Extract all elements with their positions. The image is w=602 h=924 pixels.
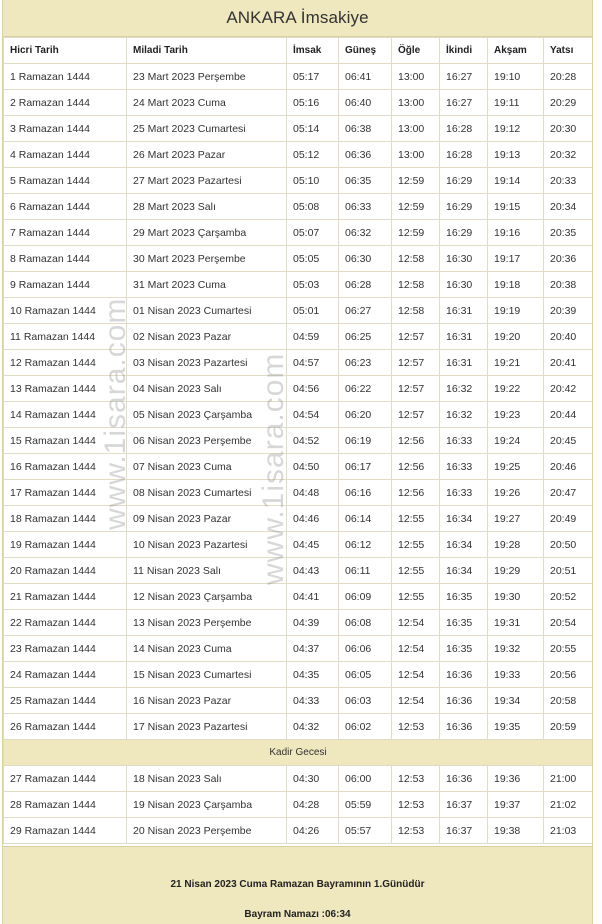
cell-gunes: 06:09 — [339, 584, 392, 610]
cell-miladi-tarih: 02 Nisan 2023 Pazar — [127, 324, 287, 350]
cell-hicri-tarih: 18 Ramazan 1444 — [4, 506, 127, 532]
cell-ogle: 12:55 — [392, 506, 440, 532]
cell-ikindi: 16:34 — [440, 532, 488, 558]
cell-miladi-tarih: 29 Mart 2023 Çarşamba — [127, 220, 287, 246]
cell-gunes: 06:28 — [339, 272, 392, 298]
bayram-footer — [3, 846, 592, 924]
cell-miladi-tarih: 23 Mart 2023 Perşembe — [127, 64, 287, 90]
table-row — [4, 558, 593, 584]
cell-aksam: 19:13 — [488, 142, 544, 168]
cell-aksam: 19:15 — [488, 194, 544, 220]
table-row — [4, 402, 593, 428]
cell-ikindi: 16:36 — [440, 662, 488, 688]
header-miladi-tarih: Miladi Tarih — [127, 38, 287, 64]
cell-ogle: 12:59 — [392, 194, 440, 220]
cell-miladi-tarih: 27 Mart 2023 Pazartesi — [127, 168, 287, 194]
table-row — [4, 194, 593, 220]
cell-ogle: 12:55 — [392, 584, 440, 610]
cell-imsak: 05:10 — [287, 168, 339, 194]
cell-ogle: 12:54 — [392, 688, 440, 714]
kadir-gecesi-row — [4, 740, 593, 766]
table-row — [4, 116, 593, 142]
header-hicri-tarih: Hicri Tarih — [4, 38, 127, 64]
bayram-info: 21 Nisan 2023 Cuma Ramazan Bayramının 1.Günüdür — [170, 879, 425, 890]
cell-yatsi: 20:36 — [544, 246, 593, 272]
cell-imsak: 04:59 — [287, 324, 339, 350]
cell-ikindi: 16:34 — [440, 558, 488, 584]
cell-gunes: 06:14 — [339, 506, 392, 532]
cell-miladi-tarih: 25 Mart 2023 Cumartesi — [127, 116, 287, 142]
cell-hicri-tarih: 20 Ramazan 1444 — [4, 558, 127, 584]
cell-hicri-tarih: 22 Ramazan 1444 — [4, 610, 127, 636]
cell-yatsi: 20:34 — [544, 194, 593, 220]
cell-aksam: 19:20 — [488, 324, 544, 350]
table-body-before — [4, 64, 593, 740]
table-header-row — [4, 38, 593, 64]
cell-hicri-tarih: 2 Ramazan 1444 — [4, 90, 127, 116]
cell-ogle: 12:55 — [392, 558, 440, 584]
cell-imsak: 04:28 — [287, 792, 339, 818]
cell-hicri-tarih: 25 Ramazan 1444 — [4, 688, 127, 714]
cell-gunes: 06:08 — [339, 610, 392, 636]
bayram-namazi: Bayram Namazı :06:34 — [244, 909, 351, 920]
cell-aksam: 19:19 — [488, 298, 544, 324]
cell-gunes: 06:33 — [339, 194, 392, 220]
cell-ogle: 13:00 — [392, 116, 440, 142]
cell-hicri-tarih: 11 Ramazan 1444 — [4, 324, 127, 350]
cell-aksam: 19:12 — [488, 116, 544, 142]
table-row — [4, 298, 593, 324]
table-row — [4, 610, 593, 636]
cell-hicri-tarih: 13 Ramazan 1444 — [4, 376, 127, 402]
cell-ikindi: 16:31 — [440, 324, 488, 350]
cell-ogle: 12:53 — [392, 766, 440, 792]
table-row — [4, 818, 593, 844]
cell-aksam: 19:16 — [488, 220, 544, 246]
cell-ikindi: 16:30 — [440, 272, 488, 298]
cell-hicri-tarih: 17 Ramazan 1444 — [4, 480, 127, 506]
cell-hicri-tarih: 4 Ramazan 1444 — [4, 142, 127, 168]
cell-hicri-tarih: 9 Ramazan 1444 — [4, 272, 127, 298]
cell-aksam: 19:37 — [488, 792, 544, 818]
cell-hicri-tarih: 6 Ramazan 1444 — [4, 194, 127, 220]
cell-gunes: 06:03 — [339, 688, 392, 714]
cell-hicri-tarih: 5 Ramazan 1444 — [4, 168, 127, 194]
cell-gunes: 06:20 — [339, 402, 392, 428]
cell-gunes: 06:23 — [339, 350, 392, 376]
cell-yatsi: 20:28 — [544, 64, 593, 90]
cell-yatsi: 20:33 — [544, 168, 593, 194]
table-row — [4, 766, 593, 792]
cell-yatsi: 20:56 — [544, 662, 593, 688]
cell-gunes: 06:41 — [339, 64, 392, 90]
cell-ogle: 13:00 — [392, 64, 440, 90]
cell-ikindi: 16:27 — [440, 64, 488, 90]
header-imsak: İmsak — [287, 38, 339, 64]
cell-ikindi: 16:29 — [440, 168, 488, 194]
cell-ikindi: 16:29 — [440, 194, 488, 220]
cell-imsak: 04:32 — [287, 714, 339, 740]
cell-imsak: 04:33 — [287, 688, 339, 714]
cell-ogle: 12:56 — [392, 480, 440, 506]
table-row — [4, 142, 593, 168]
cell-miladi-tarih: 12 Nisan 2023 Çarşamba — [127, 584, 287, 610]
cell-hicri-tarih: 7 Ramazan 1444 — [4, 220, 127, 246]
cell-ikindi: 16:37 — [440, 818, 488, 844]
cell-yatsi: 20:49 — [544, 506, 593, 532]
cell-miladi-tarih: 03 Nisan 2023 Pazartesi — [127, 350, 287, 376]
cell-miladi-tarih: 24 Mart 2023 Cuma — [127, 90, 287, 116]
cell-ogle: 12:55 — [392, 532, 440, 558]
cell-miladi-tarih: 04 Nisan 2023 Salı — [127, 376, 287, 402]
table-row — [4, 454, 593, 480]
cell-ogle: 12:57 — [392, 402, 440, 428]
cell-hicri-tarih: 19 Ramazan 1444 — [4, 532, 127, 558]
cell-imsak: 04:39 — [287, 610, 339, 636]
cell-hicri-tarih: 24 Ramazan 1444 — [4, 662, 127, 688]
cell-miladi-tarih: 13 Nisan 2023 Perşembe — [127, 610, 287, 636]
cell-miladi-tarih: 10 Nisan 2023 Pazartesi — [127, 532, 287, 558]
cell-hicri-tarih: 8 Ramazan 1444 — [4, 246, 127, 272]
cell-gunes: 06:35 — [339, 168, 392, 194]
table-row — [4, 662, 593, 688]
cell-hicri-tarih: 3 Ramazan 1444 — [4, 116, 127, 142]
cell-imsak: 05:08 — [287, 194, 339, 220]
cell-imsak: 04:48 — [287, 480, 339, 506]
cell-ogle: 12:57 — [392, 350, 440, 376]
cell-ikindi: 16:35 — [440, 610, 488, 636]
cell-miladi-tarih: 30 Mart 2023 Perşembe — [127, 246, 287, 272]
cell-hicri-tarih: 26 Ramazan 1444 — [4, 714, 127, 740]
cell-miladi-tarih: 18 Nisan 2023 Salı — [127, 766, 287, 792]
cell-aksam: 19:33 — [488, 662, 544, 688]
cell-yatsi: 20:40 — [544, 324, 593, 350]
cell-miladi-tarih: 07 Nisan 2023 Cuma — [127, 454, 287, 480]
cell-gunes: 06:38 — [339, 116, 392, 142]
cell-miladi-tarih: 17 Nisan 2023 Pazartesi — [127, 714, 287, 740]
cell-miladi-tarih: 19 Nisan 2023 Çarşamba — [127, 792, 287, 818]
table-row — [4, 168, 593, 194]
cell-gunes: 06:27 — [339, 298, 392, 324]
cell-miladi-tarih: 08 Nisan 2023 Cumartesi — [127, 480, 287, 506]
cell-aksam: 19:28 — [488, 532, 544, 558]
cell-miladi-tarih: 20 Nisan 2023 Perşembe — [127, 818, 287, 844]
cell-yatsi: 20:52 — [544, 584, 593, 610]
cell-aksam: 19:11 — [488, 90, 544, 116]
cell-ogle: 12:59 — [392, 220, 440, 246]
cell-imsak: 05:07 — [287, 220, 339, 246]
cell-hicri-tarih: 12 Ramazan 1444 — [4, 350, 127, 376]
cell-imsak: 04:54 — [287, 402, 339, 428]
cell-ikindi: 16:31 — [440, 298, 488, 324]
cell-miladi-tarih: 15 Nisan 2023 Cumartesi — [127, 662, 287, 688]
cell-ikindi: 16:31 — [440, 350, 488, 376]
cell-aksam: 19:23 — [488, 402, 544, 428]
cell-imsak: 05:12 — [287, 142, 339, 168]
cell-gunes: 06:36 — [339, 142, 392, 168]
cell-ikindi: 16:35 — [440, 636, 488, 662]
cell-ikindi: 16:28 — [440, 142, 488, 168]
cell-gunes: 06:12 — [339, 532, 392, 558]
cell-miladi-tarih: 16 Nisan 2023 Pazar — [127, 688, 287, 714]
cell-hicri-tarih: 29 Ramazan 1444 — [4, 818, 127, 844]
cell-imsak: 04:56 — [287, 376, 339, 402]
cell-miladi-tarih: 11 Nisan 2023 Salı — [127, 558, 287, 584]
cell-yatsi: 20:39 — [544, 298, 593, 324]
cell-imsak: 04:35 — [287, 662, 339, 688]
header-gunes: Güneş — [339, 38, 392, 64]
cell-ogle: 12:53 — [392, 714, 440, 740]
cell-yatsi: 20:41 — [544, 350, 593, 376]
cell-imsak: 04:37 — [287, 636, 339, 662]
cell-imsak: 05:14 — [287, 116, 339, 142]
cell-hicri-tarih: 21 Ramazan 1444 — [4, 584, 127, 610]
table-row — [4, 714, 593, 740]
cell-imsak: 04:45 — [287, 532, 339, 558]
cell-aksam: 19:21 — [488, 350, 544, 376]
cell-gunes: 06:16 — [339, 480, 392, 506]
cell-hicri-tarih: 23 Ramazan 1444 — [4, 636, 127, 662]
cell-miladi-tarih: 09 Nisan 2023 Pazar — [127, 506, 287, 532]
cell-ogle: 12:59 — [392, 168, 440, 194]
cell-yatsi: 20:47 — [544, 480, 593, 506]
cell-gunes: 06:17 — [339, 454, 392, 480]
cell-ogle: 12:57 — [392, 376, 440, 402]
cell-gunes: 06:30 — [339, 246, 392, 272]
cell-imsak: 04:57 — [287, 350, 339, 376]
cell-yatsi: 20:59 — [544, 714, 593, 740]
table-row — [4, 220, 593, 246]
cell-yatsi: 20:58 — [544, 688, 593, 714]
cell-miladi-tarih: 14 Nisan 2023 Cuma — [127, 636, 287, 662]
header-aksam: Akşam — [488, 38, 544, 64]
table-row — [4, 324, 593, 350]
kadir-gecesi-label: Kadir Gecesi — [4, 740, 593, 766]
header-ikindi: İkindi — [440, 38, 488, 64]
watermark-right: www.1isara.com — [257, 352, 290, 585]
cell-yatsi: 20:45 — [544, 428, 593, 454]
cell-imsak: 04:46 — [287, 506, 339, 532]
cell-ikindi: 16:37 — [440, 792, 488, 818]
cell-ogle: 12:58 — [392, 298, 440, 324]
cell-aksam: 19:18 — [488, 272, 544, 298]
table-row — [4, 532, 593, 558]
cell-ikindi: 16:35 — [440, 584, 488, 610]
cell-ogle: 12:58 — [392, 272, 440, 298]
cell-gunes: 06:40 — [339, 90, 392, 116]
table-row — [4, 584, 593, 610]
cell-imsak: 05:01 — [287, 298, 339, 324]
header-yatsi: Yatsı — [544, 38, 593, 64]
cell-yatsi: 20:50 — [544, 532, 593, 558]
cell-hicri-tarih: 10 Ramazan 1444 — [4, 298, 127, 324]
cell-imsak: 05:05 — [287, 246, 339, 272]
cell-ikindi: 16:32 — [440, 376, 488, 402]
cell-miladi-tarih: 06 Nisan 2023 Perşembe — [127, 428, 287, 454]
cell-ikindi: 16:33 — [440, 428, 488, 454]
cell-ogle: 12:53 — [392, 792, 440, 818]
cell-imsak: 04:30 — [287, 766, 339, 792]
cell-ikindi: 16:33 — [440, 454, 488, 480]
table-row — [4, 90, 593, 116]
cell-aksam: 19:22 — [488, 376, 544, 402]
cell-miladi-tarih: 26 Mart 2023 Pazar — [127, 142, 287, 168]
cell-yatsi: 21:00 — [544, 766, 593, 792]
cell-ikindi: 16:33 — [440, 480, 488, 506]
cell-gunes: 06:19 — [339, 428, 392, 454]
table-row — [4, 506, 593, 532]
header-ogle: Öğle — [392, 38, 440, 64]
cell-hicri-tarih: 16 Ramazan 1444 — [4, 454, 127, 480]
cell-yatsi: 21:02 — [544, 792, 593, 818]
table-row — [4, 376, 593, 402]
cell-hicri-tarih: 15 Ramazan 1444 — [4, 428, 127, 454]
cell-aksam: 19:32 — [488, 636, 544, 662]
cell-ogle: 12:53 — [392, 818, 440, 844]
cell-hicri-tarih: 1 Ramazan 1444 — [4, 64, 127, 90]
cell-aksam: 19:35 — [488, 714, 544, 740]
table-special-section — [4, 740, 593, 766]
cell-imsak: 04:26 — [287, 818, 339, 844]
cell-ikindi: 16:28 — [440, 116, 488, 142]
cell-gunes: 06:25 — [339, 324, 392, 350]
cell-aksam: 19:14 — [488, 168, 544, 194]
cell-ikindi: 16:32 — [440, 402, 488, 428]
table-row — [4, 428, 593, 454]
imsakiye-table — [3, 37, 593, 844]
cell-yatsi: 20:55 — [544, 636, 593, 662]
cell-miladi-tarih: 05 Nisan 2023 Çarşamba — [127, 402, 287, 428]
cell-yatsi: 20:46 — [544, 454, 593, 480]
cell-yatsi: 20:51 — [544, 558, 593, 584]
cell-hicri-tarih: 14 Ramazan 1444 — [4, 402, 127, 428]
cell-ogle: 12:58 — [392, 246, 440, 272]
table-body-after — [4, 766, 593, 844]
cell-gunes: 05:57 — [339, 818, 392, 844]
cell-aksam: 19:17 — [488, 246, 544, 272]
cell-ogle: 12:54 — [392, 662, 440, 688]
cell-ikindi: 16:27 — [440, 90, 488, 116]
cell-yatsi: 20:32 — [544, 142, 593, 168]
cell-aksam: 19:24 — [488, 428, 544, 454]
table-row — [4, 688, 593, 714]
cell-aksam: 19:10 — [488, 64, 544, 90]
cell-gunes: 06:32 — [339, 220, 392, 246]
cell-yatsi: 20:42 — [544, 376, 593, 402]
table-row — [4, 350, 593, 376]
cell-ogle: 12:54 — [392, 636, 440, 662]
table-row — [4, 272, 593, 298]
watermark-left: www.1isara.com — [99, 297, 132, 530]
cell-miladi-tarih: 28 Mart 2023 Salı — [127, 194, 287, 220]
cell-gunes: 06:06 — [339, 636, 392, 662]
cell-gunes: 06:00 — [339, 766, 392, 792]
table-row — [4, 480, 593, 506]
imsakiye-panel — [2, 0, 593, 924]
table-row — [4, 246, 593, 272]
cell-ikindi: 16:36 — [440, 714, 488, 740]
cell-ikindi: 16:36 — [440, 766, 488, 792]
cell-aksam: 19:38 — [488, 818, 544, 844]
cell-imsak: 04:41 — [287, 584, 339, 610]
cell-yatsi: 20:30 — [544, 116, 593, 142]
cell-ogle: 12:57 — [392, 324, 440, 350]
cell-ogle: 13:00 — [392, 142, 440, 168]
cell-yatsi: 21:03 — [544, 818, 593, 844]
cell-ogle: 12:54 — [392, 610, 440, 636]
cell-yatsi: 20:38 — [544, 272, 593, 298]
cell-ikindi: 16:36 — [440, 688, 488, 714]
cell-ikindi: 16:30 — [440, 246, 488, 272]
table-row — [4, 636, 593, 662]
cell-aksam: 19:30 — [488, 584, 544, 610]
cell-aksam: 19:36 — [488, 766, 544, 792]
cell-ogle: 12:56 — [392, 454, 440, 480]
cell-imsak: 04:50 — [287, 454, 339, 480]
cell-miladi-tarih: 01 Nisan 2023 Cumartesi — [127, 298, 287, 324]
cell-imsak: 04:52 — [287, 428, 339, 454]
table-row — [4, 792, 593, 818]
cell-imsak: 05:17 — [287, 64, 339, 90]
page-title: ANKARA İmsakiye — [3, 0, 592, 37]
cell-gunes: 06:22 — [339, 376, 392, 402]
cell-yatsi: 20:54 — [544, 610, 593, 636]
cell-ikindi: 16:29 — [440, 220, 488, 246]
cell-aksam: 19:26 — [488, 480, 544, 506]
cell-imsak: 05:16 — [287, 90, 339, 116]
table-row — [4, 64, 593, 90]
cell-gunes: 06:11 — [339, 558, 392, 584]
cell-ogle: 13:00 — [392, 90, 440, 116]
cell-yatsi: 20:35 — [544, 220, 593, 246]
cell-ogle: 12:56 — [392, 428, 440, 454]
cell-gunes: 06:02 — [339, 714, 392, 740]
cell-ikindi: 16:34 — [440, 506, 488, 532]
cell-yatsi: 20:44 — [544, 402, 593, 428]
cell-hicri-tarih: 28 Ramazan 1444 — [4, 792, 127, 818]
cell-aksam: 19:25 — [488, 454, 544, 480]
cell-gunes: 05:59 — [339, 792, 392, 818]
cell-gunes: 06:05 — [339, 662, 392, 688]
cell-aksam: 19:27 — [488, 506, 544, 532]
cell-hicri-tarih: 27 Ramazan 1444 — [4, 766, 127, 792]
cell-aksam: 19:31 — [488, 610, 544, 636]
cell-miladi-tarih: 31 Mart 2023 Cuma — [127, 272, 287, 298]
cell-aksam: 19:34 — [488, 688, 544, 714]
cell-imsak: 05:03 — [287, 272, 339, 298]
cell-yatsi: 20:29 — [544, 90, 593, 116]
cell-imsak: 04:43 — [287, 558, 339, 584]
cell-aksam: 19:29 — [488, 558, 544, 584]
